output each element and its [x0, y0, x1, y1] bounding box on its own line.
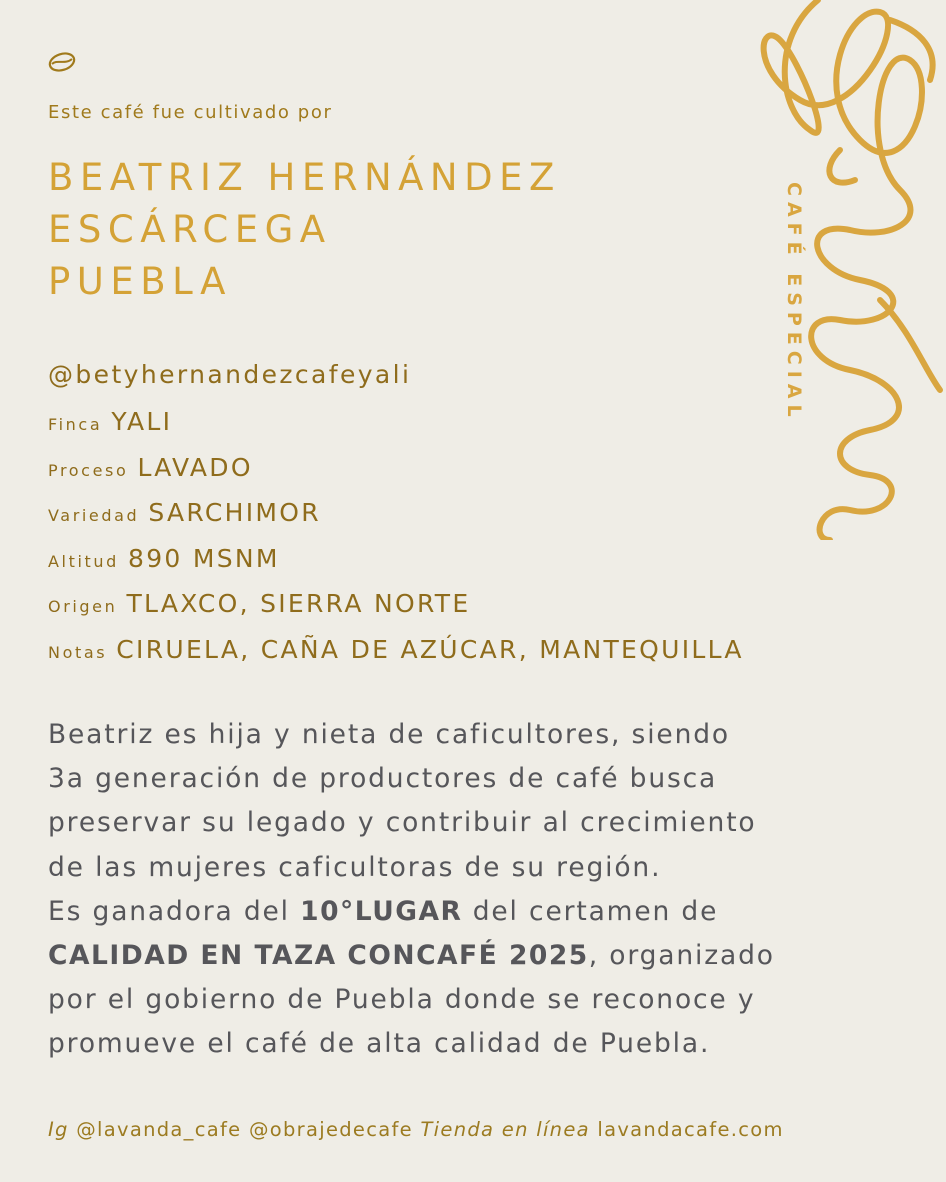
store-label: Tienda en línea [420, 1118, 590, 1141]
story-line: Beatriz es hija y nieta de caficultores, siendo [48, 719, 730, 750]
story-text: Es ganadora del [48, 895, 301, 927]
detail-row-proceso [48, 453, 744, 499]
detail-value: 890 MSNM [127, 543, 280, 573]
story-line: de las mujeres caficultoras de su región. [48, 851, 662, 883]
detail-value: YALI [111, 407, 173, 436]
story-text: del certamen de [462, 895, 719, 927]
detail-label: Notas [48, 642, 108, 662]
producer-line: BEATRIZ HERNÁNDEZ [48, 156, 561, 199]
detail-row-variedad [48, 498, 744, 544]
producer-line: PUEBLA [48, 260, 232, 303]
detail-row-notas [48, 635, 744, 681]
story-text: , organizado [588, 940, 775, 972]
detail-value: SARCHIMOR [148, 498, 321, 527]
intro-text: Este café fue cultivado por [48, 102, 333, 123]
footer-contact [48, 1118, 784, 1141]
coffee-bean-icon [47, 50, 77, 74]
story-line [48, 934, 928, 978]
story-line: por el gobierno de Puebla donde se reconoce y [48, 984, 756, 1016]
store-link[interactable]: lavandacafe.com [597, 1118, 784, 1141]
detail-label: Altitud [48, 551, 119, 571]
coffee-details [48, 407, 744, 680]
story-line: preservar su legado y contribuir al crecimiento [48, 807, 757, 839]
detail-value: LAVADO [137, 452, 253, 482]
detail-row-origen [48, 589, 744, 635]
detail-row-finca [48, 407, 744, 453]
story-line: promueve el café de alta calidad de Puebla. [48, 1028, 711, 1060]
detail-label: Variedad [48, 506, 140, 525]
producer-name [48, 152, 561, 308]
ig-label: Ig [48, 1118, 69, 1141]
award-place: 10°LUGAR [300, 895, 463, 927]
lavanda-logo [740, 0, 946, 540]
social-handles[interactable]: @lavanda_cafe @obrajedecafe [76, 1118, 413, 1141]
logo-subtitle: CAFÉ ESPECIAL [783, 182, 805, 423]
story-line [48, 890, 928, 934]
detail-value: TLAXCO, SIERRA NORTE [126, 589, 471, 618]
detail-label: Proceso [48, 460, 129, 480]
detail-value: CIRUELA, CAÑA DE AZÚCAR, MANTEQUILLA [116, 634, 744, 664]
detail-label: Origen [48, 597, 118, 616]
producer-line: ESCÁRCEGA [48, 208, 332, 251]
detail-row-altitud [48, 544, 744, 590]
story-line: 3a generación de productores de café busca [48, 763, 718, 795]
award-contest: CALIDAD EN TAZA CONCAFÉ 2025 [48, 940, 589, 972]
producer-handle: @betyhernandezcafeyali [48, 360, 412, 389]
producer-story [48, 713, 928, 1067]
detail-label: Finca [48, 415, 103, 434]
